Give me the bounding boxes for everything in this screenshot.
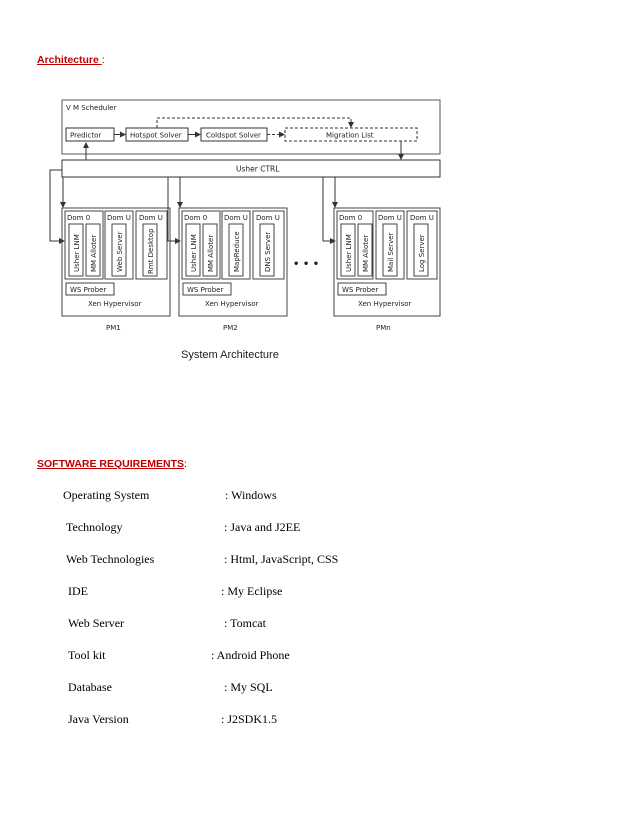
domu-label-2: Dom U xyxy=(139,214,163,222)
domu-label: Dom U xyxy=(107,214,131,222)
architecture-heading-colon: : xyxy=(101,54,105,66)
mm-alloter-label: MM Alloter xyxy=(90,234,98,272)
usher-lnm-label: Usher LNM xyxy=(73,234,81,272)
software-requirements-heading-colon: : xyxy=(184,458,187,470)
migration-list-label: Migration List xyxy=(326,131,374,140)
requirement-value: : Android Phone xyxy=(211,648,290,662)
rmt-desktop-label: Rmt Desktop xyxy=(147,228,155,274)
requirement-label: Operating System xyxy=(63,488,150,502)
xen-hypervisor-label: Xen Hypervisor xyxy=(358,300,412,308)
domu-label: Dom U xyxy=(224,214,248,222)
dom0-label: Dom 0 xyxy=(67,214,91,222)
ws-prober-label: WS Prober xyxy=(187,286,224,294)
pm1-label: PM1 xyxy=(106,324,121,332)
usher-ctrl-label: Usher CTRL xyxy=(236,164,280,174)
vm-scheduler-title: V M Scheduler xyxy=(66,104,117,112)
domu-label-2: Dom U xyxy=(256,214,280,222)
web-server-label: Web Server xyxy=(116,231,124,272)
domu-label: Dom U xyxy=(378,214,402,222)
domu-label-2: Dom U xyxy=(410,214,434,222)
usher-lnm-label: Usher LNM xyxy=(345,234,353,272)
xen-hypervisor-label: Xen Hypervisor xyxy=(88,300,142,308)
requirement-value: : My SQL xyxy=(224,680,273,694)
vm-scheduler-box xyxy=(62,100,440,154)
requirement-label: IDE xyxy=(68,584,88,598)
mm-alloter-label: MM Alloter xyxy=(362,234,370,272)
pmn-label: PMn xyxy=(376,324,391,332)
requirement-label: Web Technologies xyxy=(66,552,155,566)
predictor-label: Predictor xyxy=(70,131,102,140)
diagram-caption: System Architecture xyxy=(181,349,279,361)
pm2-box xyxy=(179,208,287,316)
requirement-value: : Java and J2EE xyxy=(224,520,301,534)
mapreduce-label: MapReduce xyxy=(233,231,241,272)
architecture-heading-text: Architecture xyxy=(37,54,102,66)
ellipsis-dots: • • • xyxy=(293,259,320,270)
requirement-value: : Windows xyxy=(225,488,277,502)
pmn-box xyxy=(334,208,440,316)
ws-prober-label: WS Prober xyxy=(70,286,107,294)
requirement-label: Technology xyxy=(66,520,123,534)
xen-hypervisor-label: Xen Hypervisor xyxy=(205,300,259,308)
pm1-box xyxy=(62,208,170,316)
requirement-value: : My Eclipse xyxy=(221,584,283,598)
ws-prober-label: WS Prober xyxy=(342,286,379,294)
system-architecture-diagram xyxy=(0,0,638,380)
dom0-label: Dom 0 xyxy=(339,214,363,222)
software-requirements-heading-text: SOFTWARE REQUIREMENTS xyxy=(37,458,185,470)
hotspot-solver-label: Hotspot Solver xyxy=(130,131,182,140)
dns-server-label: DNS Server xyxy=(264,231,272,272)
requirement-value: : Html, JavaScript, CSS xyxy=(224,552,339,566)
log-server-label: Log Server xyxy=(418,234,426,272)
pm2-label: PM2 xyxy=(223,324,238,332)
requirement-value: : J2SDK1.5 xyxy=(221,712,278,726)
coldspot-solver-label: Coldspot Solver xyxy=(206,131,261,140)
requirement-label: Database xyxy=(68,680,112,694)
mm-alloter-label: MM Alloter xyxy=(207,234,215,272)
requirement-label: Tool kit xyxy=(68,648,106,662)
dom0-label: Dom 0 xyxy=(184,214,208,222)
mail-server-label: Mail Server xyxy=(387,232,395,272)
requirement-label: Web Server xyxy=(68,616,125,630)
usher-lnm-label: Usher LNM xyxy=(190,234,198,272)
requirement-label: Java Version xyxy=(68,712,129,726)
software-requirements-heading xyxy=(37,458,187,470)
requirement-value: : Tomcat xyxy=(224,616,266,630)
